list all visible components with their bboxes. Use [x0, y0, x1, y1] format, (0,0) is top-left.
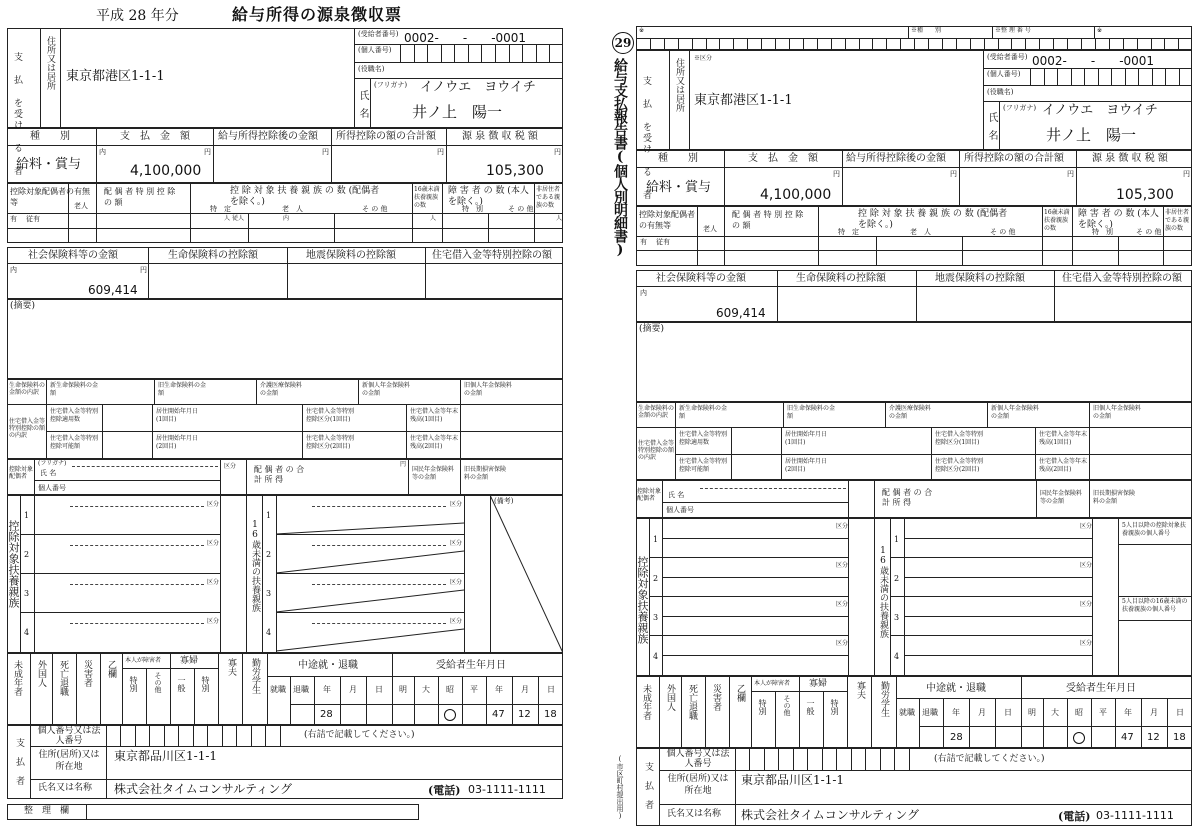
housing-label: 住宅借入金等特別控除の額 — [432, 250, 552, 261]
social-label: 社会保険料等の金額 — [28, 250, 118, 261]
recipient-name: 井ノ上 陽一 — [412, 103, 503, 121]
furigana-label: (フリガナ) — [374, 81, 408, 89]
dependents-vertical: 控除対象扶養親族 — [7, 520, 20, 608]
disabled-label: 障 害 者 の 数 (本人を除く。) — [448, 186, 529, 207]
payer-label: 支 払 を受け る 者 — [12, 52, 22, 177]
under16-vertical: 16歳未満の扶養親族 — [250, 520, 260, 612]
remarks-label: (摘要) — [10, 301, 36, 311]
life-label: 生命保険料の控除額 — [168, 250, 258, 261]
right-title-vertical: 給与支払報告書(個人別明細書) — [612, 58, 628, 257]
spouse-label: 控除対象配偶者の有無等 — [10, 187, 90, 208]
spouse-special-label: 配 偶 者 特 別 控 除 の 額 — [104, 187, 176, 208]
payer-name: 株式会社タイムコンサルティング — [114, 782, 292, 796]
left-form: 平成 28 年分 給与所得の源泉徴収票 支 払 を受け る 者 住所又は居所 東京都港区1-1-1 (受給者番号) 0002- - -0001 (個人番号) (役職名) 氏名 (フリガナ) イノウエ ヨウイチ 井ノ上 陽一 種 別 支 払 金 額 給与所得控除後の金額 所得控除の額の合計額 源 泉 徴 収 税 額 給料・賞与 内 円 円 円 円 4,100,000 105,300 控除対象配偶者の有無等 老人 配 偶 者 特 別 控 除 の 額 控 除 対 象 扶 養 親 族 の 数 (配偶者を除く。) 16歳未満扶養親族の数 障 害 者 の 数 (本人を除く。) 非居住者である親族の数 特 定 老 人 そ の 他 特 別 そ の 他 有 従有 人 従人 内 人 人 社会保険料等の金額 生命保険料の控除額 地震保険料の控除額 住宅借入金等特別控除の額 内 円 609,414 (摘要) 生命保険料の金額の内訳 新生命保険料の金額 旧生命保険料の金額 介護医療保険料の金額 新個人年金保険料の金額 旧個人年金保険料の金額 住宅借入金等特別控除の額の内訳 住宅借入金等特別控除適用数 居住開始年月日(1回目) 住宅借入金等特別控除区分(1回目) 住宅借入金等年末残高(1回目) 住宅借入金等特別控除可能額 居住開始年月日(2回目) 住宅借入金等特別控除区分(2回目) 住宅借入金等年末残高(2回目) 控除対象配偶者 (フリガナ) 氏 名 個人番号 区分 配 偶 者 の 合 計 所 得 円 国民年金保険料等の金額 旧長期損害保険料の金額 控除対象扶養親族 16歳未満の扶養親族 (備考) 1 2 3 4 1 2 3 4 区分 区分 区分 区分 区分 区分 区分 区分 未成年者 外国人 死亡退職 災害者 乙欄 本人が障害者 寡婦 寡夫 勤労学生 特別 その他 一般 特別 中途就・退職 受給者生年月日 就職 退職 年 月 日 明 大 昭 平 年 月 日 28 47 12 18 支 払 者 個人番号又は法人番号 (右詰で記載してください。) 住所(居所)又は所在地 東京都品川区1-1-1 氏名又は名称 株式会社タイムコンサルティング (電話) 03-1111-1111 整 理 欄 — [0, 0, 570, 836]
right-showa-circle — [1073, 732, 1085, 744]
header-payment: 支 払 金 額 — [120, 131, 190, 142]
under16-label: 16歳未満扶養親族の数 — [414, 186, 440, 209]
form-title: 給与所得の源泉徴収票 — [232, 5, 403, 24]
recipient-no-label: (受給者番号) — [358, 30, 399, 38]
earthquake-label: 地震保険料の控除額 — [306, 250, 396, 261]
showa-circle — [444, 709, 456, 721]
birth-label: 受給者生年月日 — [436, 660, 506, 671]
income-type: 給料・賞与 — [16, 157, 82, 172]
address: 東京都港区1-1-1 — [66, 69, 165, 84]
form-number-badge: 29 — [612, 32, 634, 54]
header-total-deduct: 所得控除の額の合計額 — [336, 131, 436, 142]
right-remarks — [636, 322, 1192, 402]
payer-address: 東京都品川区1-1-1 — [114, 749, 218, 763]
year-label: 平成 28 年分 — [96, 8, 179, 24]
right-dependents-grid — [636, 518, 1192, 676]
header-withholding: 源 泉 徴 収 税 額 — [462, 131, 538, 142]
payment-amount: 4,100,000 — [130, 163, 202, 179]
social-amount: 609,414 — [88, 283, 138, 297]
diagonal-strikes — [276, 495, 563, 653]
header-after-deduct: 給与所得控除後の金額 — [218, 131, 318, 142]
phone: 03-1111-1111 — [468, 783, 546, 796]
remarks-box — [7, 299, 563, 379]
furigana: イノウエ ヨウイチ — [420, 80, 536, 95]
position-label: (役職名) — [358, 65, 385, 73]
header-type: 種 別 — [30, 131, 70, 142]
right-form: 29 給与支払報告書(個人別明細書) (市区町村提出用) ※ ※種 別 ※整 理 番 号 ※ 支 払 を受け る 者 住所又は居所 ※区分 東京都港区1-1-1 (受給者番号) 0002- - -0001 (個人番号) (役職名) 氏名 (フリガナ) イノウエ ヨウイチ 井ノ上 陽一 種 別 支 払 金 額 給与所得控除後の金額 所得控除の額の合計額 源 泉 徴 収 税 額 給料・賞与 円 円 円 円 4,100,000 105,300 控除対象配偶者の有無等 老人 配 偶 者 特 別 控 除 の 額 控 除 対 象 扶 養 親 族 の 数 (配偶者を除く。) 16歳未満扶養親族の数 障 害 者 の 数 (本人を除く。) 非居住者である親族の数 特 定 老 人 そ の 他 特 別 そ の 他 有 従有 社会保険料等の金額 生命保険料の控除額 地震保険料の控除額 住宅借入金等特別控除の額 内 609,414 (摘要) 生命保険料の金額の内訳 新生命保険料の金額 旧生命保険料の金額 介護医療保険料の金額 新個人年金保険料の金額 旧個人年金保険料の金額 住宅借入金等特別控除の額の内訳 住宅借入金等特別控除適用数 居住開始年月日(1回目) 住宅借入金等特別控除区分(1回目) 住宅借入金等年末残高(1回目) 住宅借入金等特別控除可能額 居住開始年月日(2回目) 住宅借入金等特別控除区分(2回目) 住宅借入金等年末残高(2回目) 控除対象配偶者 氏 名 個人番号 配 偶 者 の 合 計 所 得 国民年金保険料等の金額 旧長期損害保険料の金額 控除対象扶養親族 16歳未満の扶養親族 5人目以降の控除対象扶養親族の個人番号 5人目以降の16歳未満の扶養親族の個人番号 1 2 3 4 1 2 3 4 区分 区分 区分 区分 区分 区分 区分 区分 未成年者 外国人 死亡退職 災害者 乙欄 本人が障害者 寡婦 寡夫 勤労学生 特別 その他 一般 特別 中途就・退職 受給者生年月日 就職 退職 年 月 日 明 大 昭 平 年 月 日 28 47 12 18 支 払 者 個人番号又は法人番号 (右詰で記載してください。) 住所(居所)又は所在地 東京都品川区1-1-1 氏名又は名称 株式会社タイムコンサルティング (電話) 03-1111-1111 — [606, 0, 1196, 836]
midyear-label: 中途就・退職 — [298, 660, 358, 671]
recipient-no: 0002- - -0001 — [404, 31, 527, 45]
withholding-tax: 105,300 — [486, 163, 544, 179]
address-label: 住所又は居所 — [45, 36, 55, 90]
personal-no-label: (個人番号) — [358, 46, 392, 54]
payer2-label: 支 払 者 — [14, 738, 24, 785]
nonresident-label: 非居住者である親族の数 — [536, 186, 561, 209]
dependents-label: 控 除 対 象 扶 養 親 族 の 数 (配偶者を除く。) — [230, 186, 380, 207]
name-label: 氏名 — [357, 90, 368, 126]
